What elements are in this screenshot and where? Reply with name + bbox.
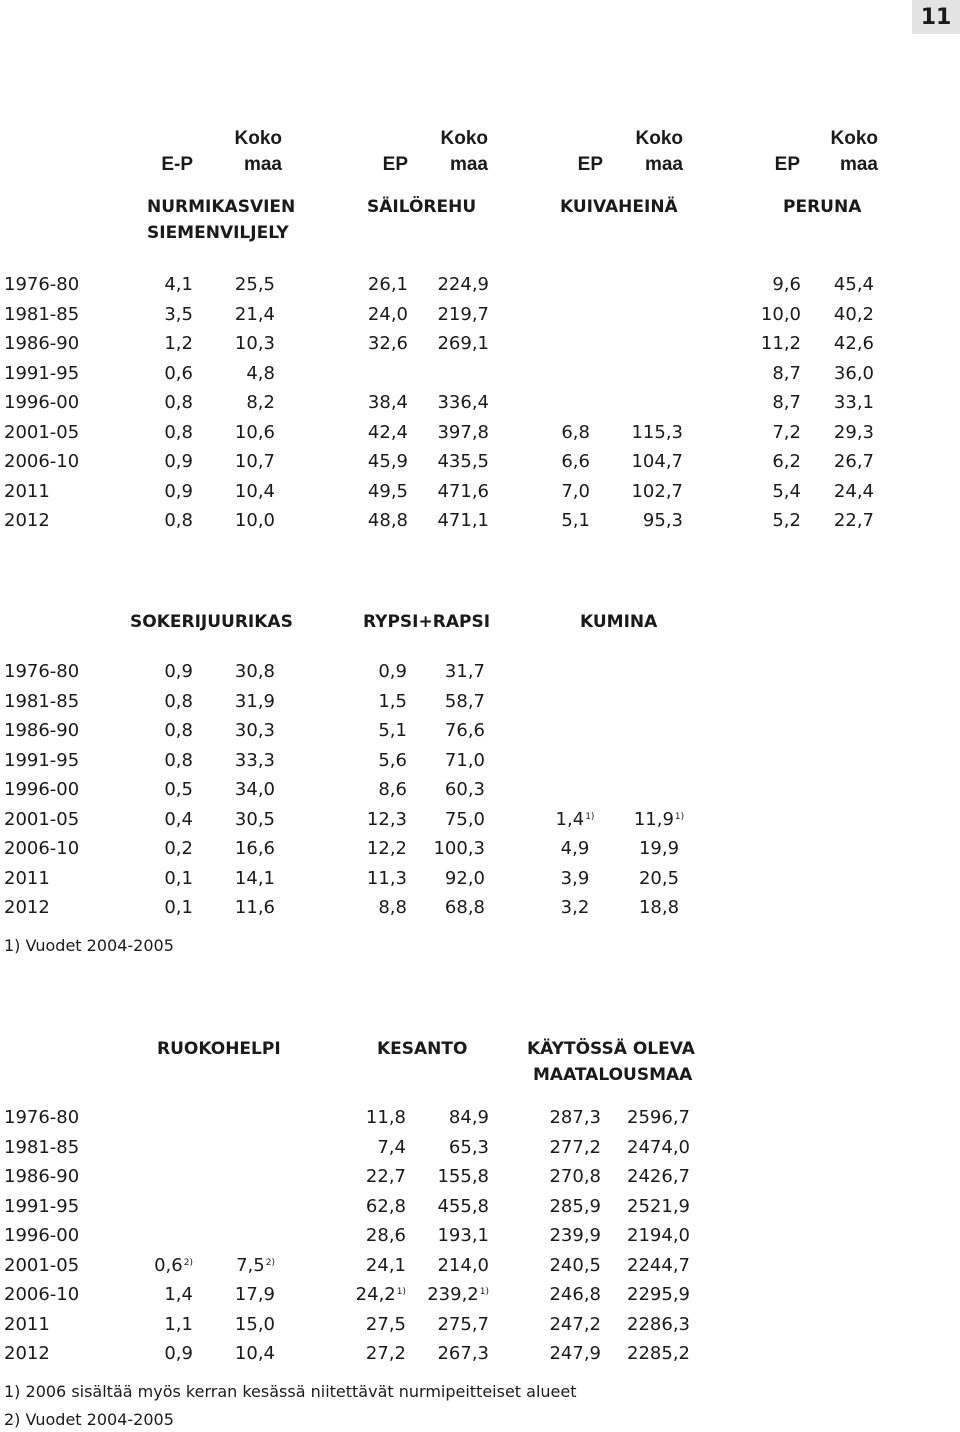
row-period-label: 1976-80 — [4, 661, 80, 682]
table-cell: 32,6 — [367, 333, 408, 354]
table-cell: 1,4 — [164, 1284, 193, 1305]
table-cell: 45,9 — [367, 451, 408, 472]
table-cell: 10,6 — [234, 421, 275, 443]
row-period-label: 1976-80 — [4, 274, 80, 295]
table-cell: 34,0 — [234, 779, 275, 800]
row-period-label: 1991-95 — [4, 362, 80, 384]
column-header-ep: EP — [382, 154, 408, 175]
table-cell: 7,0 — [561, 480, 590, 502]
table-cell: 10,4 — [234, 480, 275, 502]
group-heading: KÄYTÖSSÄ OLEVA — [527, 1039, 695, 1059]
table-cell — [396, 1284, 489, 1306]
table-cell: 40,2 — [833, 303, 874, 325]
row-period-label: 2006-10 — [4, 1284, 80, 1305]
table-cell: 11,2 — [760, 333, 801, 354]
table-cell — [103, 1255, 193, 1277]
table-cell: 14,1 — [234, 867, 275, 889]
table-cell: 27,2 — [365, 1343, 406, 1364]
row-period-label: 2011 — [4, 480, 50, 502]
row-period-label: 2001-05 — [4, 1254, 80, 1276]
table-cell: 48,8 — [367, 510, 408, 531]
table-cell: 6,6 — [561, 451, 590, 472]
table-cell: 2474,0 — [627, 1136, 690, 1158]
footnote: 1) Vuodet 2004-2005 — [4, 936, 174, 955]
table-cell: 10,4 — [234, 1343, 275, 1364]
table-cell: 5,1 — [378, 720, 407, 741]
table-cell: 246,8 — [549, 1284, 601, 1305]
row-period-label: 1976-80 — [4, 1107, 80, 1128]
row-period-label: 2001-05 — [4, 421, 80, 443]
table-cell: 471,1 — [437, 510, 489, 531]
table-cell — [614, 809, 704, 831]
table-cell: 10,0 — [760, 303, 801, 325]
group-heading: SOKERIJUURIKAS — [130, 612, 293, 632]
table-cell: 4,8 — [246, 362, 275, 384]
table-cell: 0,9 — [164, 1343, 193, 1364]
table-cell: 68,8 — [444, 897, 485, 918]
table-cell: 0,8 — [164, 749, 193, 771]
row-period-label: 2001-05 — [4, 808, 80, 830]
table-cell: 33,3 — [234, 749, 275, 771]
group-heading: KUMINA — [580, 612, 658, 632]
table-cell: 5,2 — [772, 510, 801, 531]
table-cell: 19,9 — [638, 838, 680, 859]
table-cell: 76,6 — [444, 720, 485, 741]
table-cell: 22,7 — [365, 1166, 406, 1187]
table-cell: 10,0 — [234, 510, 275, 531]
table-cell: 471,6 — [437, 480, 489, 502]
table-cell: 29,3 — [833, 421, 874, 443]
row-period-label: 1981-85 — [4, 1136, 80, 1158]
table-cell: 8,7 — [772, 362, 801, 384]
table-cell: 3,9 — [560, 867, 590, 889]
table-cell: 5,6 — [378, 749, 407, 771]
table-cell: 24,4 — [833, 480, 874, 502]
row-period-label: 1986-90 — [4, 720, 80, 741]
table-cell: 58,7 — [444, 690, 485, 712]
group-heading: RYPSI+RAPSI — [363, 612, 491, 632]
table-cell: 455,8 — [437, 1195, 489, 1217]
row-period-label: 2006-10 — [4, 838, 80, 859]
table-cell: 7,2 — [772, 421, 801, 443]
table-cell: 269,1 — [437, 333, 489, 354]
table-cell: 155,8 — [437, 1166, 489, 1187]
group-heading: NURMIKASVIEN — [147, 197, 296, 217]
column-header-koko: Koko — [440, 128, 488, 149]
table-cell: 71,0 — [444, 749, 485, 771]
footnote: 2) Vuodet 2004-2005 — [4, 1410, 174, 1429]
table-cell: 42,4 — [367, 421, 408, 443]
table-cell: 0,8 — [164, 690, 193, 712]
row-period-label: 2006-10 — [4, 451, 80, 472]
table-cell: 60,3 — [444, 779, 485, 800]
cell-value: 24,2 — [355, 1284, 396, 1305]
group-heading: MAATALOUSMAA — [533, 1065, 693, 1085]
column-header-maa: maa — [449, 154, 488, 175]
table-cell: 18,8 — [638, 897, 680, 918]
table-cell: 2295,9 — [627, 1284, 690, 1305]
table-cell: 0,8 — [164, 720, 193, 741]
table-cell — [185, 1255, 275, 1277]
table-cell: 25,5 — [234, 274, 275, 295]
table-cell: 20,5 — [638, 867, 680, 889]
table-cell: 8,7 — [772, 392, 801, 413]
table-cell: 0,8 — [164, 510, 193, 531]
group-heading: SÄILÖREHU — [367, 197, 477, 217]
table-cell: 267,3 — [437, 1343, 489, 1364]
table-cell: 5,1 — [561, 510, 590, 531]
table-cell: 45,4 — [833, 274, 874, 295]
table-cell: 10,3 — [234, 333, 275, 354]
table-cell: 247,2 — [549, 1313, 601, 1335]
table-cell: 24,0 — [367, 303, 408, 325]
table-cell: 336,4 — [437, 392, 489, 413]
table-cell: 285,9 — [549, 1195, 601, 1217]
table-cell: 397,8 — [437, 421, 489, 443]
group-heading: PERUNA — [783, 197, 862, 217]
table-cell: 0,5 — [164, 779, 193, 800]
table-cell: 6,8 — [561, 421, 590, 443]
table-cell: 10,7 — [234, 451, 275, 472]
table-cell: 115,3 — [631, 421, 683, 443]
table-cell — [530, 809, 620, 831]
row-period-label: 2011 — [4, 1313, 50, 1335]
table-cell: 30,8 — [234, 661, 275, 682]
table-cell: 84,9 — [448, 1107, 489, 1128]
table-cell: 2244,7 — [627, 1254, 690, 1276]
table-cell: 2286,3 — [627, 1313, 690, 1335]
cell-value: 7,5 — [236, 1254, 265, 1276]
group-heading: KESANTO — [377, 1039, 468, 1059]
table-cell: 224,9 — [437, 274, 489, 295]
table-cell: 2596,7 — [627, 1107, 690, 1128]
footnote-marker: 1) — [585, 811, 595, 822]
table-cell: 277,2 — [549, 1136, 601, 1158]
table-cell: 65,3 — [448, 1136, 489, 1158]
table-cell: 12,3 — [366, 808, 407, 830]
cell-value: 1,4 — [555, 808, 585, 830]
table-cell: 219,7 — [437, 303, 489, 325]
footnote-marker: 1) — [674, 811, 685, 822]
table-cell: 240,5 — [549, 1254, 601, 1276]
table-cell: 36,0 — [833, 362, 874, 384]
row-period-label: 1996-00 — [4, 779, 80, 800]
table-cell: 0,2 — [164, 838, 193, 859]
table-cell: 62,8 — [365, 1195, 406, 1217]
table-cell: 100,3 — [433, 838, 485, 859]
footnote-marker: 1) — [396, 1287, 406, 1297]
group-heading: KUIVAHEINÄ — [560, 197, 678, 217]
table-cell: 24,1 — [365, 1254, 406, 1276]
table-cell: 1,5 — [378, 690, 407, 712]
table-cell — [316, 1284, 406, 1306]
table-cell: 247,9 — [549, 1343, 601, 1364]
table-cell: 287,3 — [549, 1107, 601, 1128]
row-period-label: 2011 — [4, 867, 50, 889]
table-cell: 0,4 — [164, 808, 193, 830]
page-number: 11 — [912, 0, 960, 34]
footnote: 1) 2006 sisältää myös kerran kesässä niitettävät nurmipeitteiset alueet — [4, 1382, 577, 1401]
footnote-marker: 1) — [479, 1287, 489, 1297]
table-cell: 239,9 — [549, 1225, 601, 1246]
table-cell: 28,6 — [365, 1225, 406, 1246]
table-cell: 3,2 — [560, 897, 590, 918]
table-cell: 0,9 — [164, 661, 193, 682]
table-cell: 193,1 — [437, 1225, 489, 1246]
table-cell: 2521,9 — [627, 1195, 690, 1217]
table-cell: 95,3 — [642, 510, 683, 531]
table-cell: 0,1 — [164, 897, 193, 918]
table-cell: 2194,0 — [627, 1225, 690, 1246]
table-cell: 33,1 — [833, 392, 874, 413]
table-cell: 0,1 — [164, 867, 193, 889]
column-header-ep: E-P — [161, 154, 193, 175]
row-period-label: 1986-90 — [4, 1166, 80, 1187]
table-cell: 92,0 — [444, 867, 485, 889]
table-cell: 0,8 — [164, 392, 193, 413]
table-cell: 26,1 — [367, 274, 408, 295]
row-period-label: 1996-00 — [4, 392, 80, 413]
table-cell: 0,6 — [164, 362, 193, 384]
row-period-label: 2012 — [4, 1343, 50, 1364]
column-header-koko: Koko — [635, 128, 683, 149]
table-cell: 11,8 — [365, 1107, 406, 1128]
row-period-label: 1986-90 — [4, 333, 80, 354]
table-cell: 2426,7 — [627, 1166, 690, 1187]
cell-value: 11,9 — [633, 808, 674, 830]
table-cell: 22,7 — [833, 510, 874, 531]
table-cell: 12,2 — [366, 838, 407, 859]
column-header-maa: maa — [243, 154, 282, 175]
table-cell: 3,5 — [164, 303, 193, 325]
row-period-label: 2012 — [4, 510, 50, 531]
footnote-marker: 2) — [265, 1257, 275, 1268]
table-cell: 6,2 — [772, 451, 801, 472]
table-cell: 11,6 — [234, 897, 275, 918]
table-cell: 102,7 — [631, 480, 683, 502]
column-header-koko: Koko — [830, 128, 878, 149]
row-period-label: 1981-85 — [4, 690, 80, 712]
table-cell: 4,9 — [560, 838, 590, 859]
cell-value: 0,6 — [154, 1254, 183, 1276]
table-cell: 21,4 — [234, 303, 275, 325]
column-header-koko: Koko — [234, 128, 282, 149]
table-cell: 0,9 — [164, 451, 193, 472]
cell-value: 239,2 — [427, 1284, 479, 1305]
table-cell: 104,7 — [631, 451, 683, 472]
table-cell: 27,5 — [365, 1313, 406, 1335]
table-cell: 7,4 — [377, 1136, 406, 1158]
row-period-label: 2012 — [4, 897, 50, 918]
table-cell: 30,3 — [234, 720, 275, 741]
table-cell: 1,2 — [164, 333, 193, 354]
table-cell: 15,0 — [234, 1313, 275, 1335]
row-period-label: 1996-00 — [4, 1225, 80, 1246]
table-cell: 4,1 — [164, 274, 193, 295]
group-heading: SIEMENVILJELY — [147, 223, 289, 243]
table-cell: 0,8 — [164, 421, 193, 443]
table-cell: 8,8 — [378, 897, 407, 918]
table-cell: 11,3 — [366, 867, 407, 889]
column-header-ep: EP — [774, 154, 800, 175]
group-heading: RUOKOHELPI — [157, 1039, 281, 1059]
table-cell: 2285,2 — [627, 1343, 690, 1364]
table-cell: 214,0 — [437, 1254, 489, 1276]
table-cell: 1,1 — [164, 1313, 193, 1335]
table-cell: 31,9 — [234, 690, 275, 712]
table-cell: 30,5 — [234, 808, 275, 830]
table-cell: 49,5 — [367, 480, 408, 502]
table-cell: 42,6 — [833, 333, 874, 354]
table-cell: 16,6 — [234, 838, 275, 859]
column-header-maa: maa — [644, 154, 683, 175]
table-cell: 17,9 — [234, 1284, 275, 1305]
table-cell: 0,9 — [378, 661, 407, 682]
table-cell: 8,6 — [378, 779, 407, 800]
table-cell: 75,0 — [444, 808, 485, 830]
column-header-ep: EP — [577, 154, 603, 175]
row-period-label: 1991-95 — [4, 749, 80, 771]
table-cell: 38,4 — [367, 392, 408, 413]
table-cell: 26,7 — [833, 451, 874, 472]
table-cell: 275,7 — [437, 1313, 489, 1335]
row-period-label: 1981-85 — [4, 303, 80, 325]
footnote-marker: 2) — [183, 1257, 193, 1268]
row-period-label: 1991-95 — [4, 1195, 80, 1217]
table-cell: 5,4 — [772, 480, 801, 502]
table-cell: 270,8 — [549, 1166, 601, 1187]
table-cell: 8,2 — [246, 392, 275, 413]
table-cell: 9,6 — [772, 274, 801, 295]
table-cell: 435,5 — [437, 451, 489, 472]
table-cell: 31,7 — [444, 661, 485, 682]
column-header-maa: maa — [839, 154, 878, 175]
table-cell: 0,9 — [164, 480, 193, 502]
